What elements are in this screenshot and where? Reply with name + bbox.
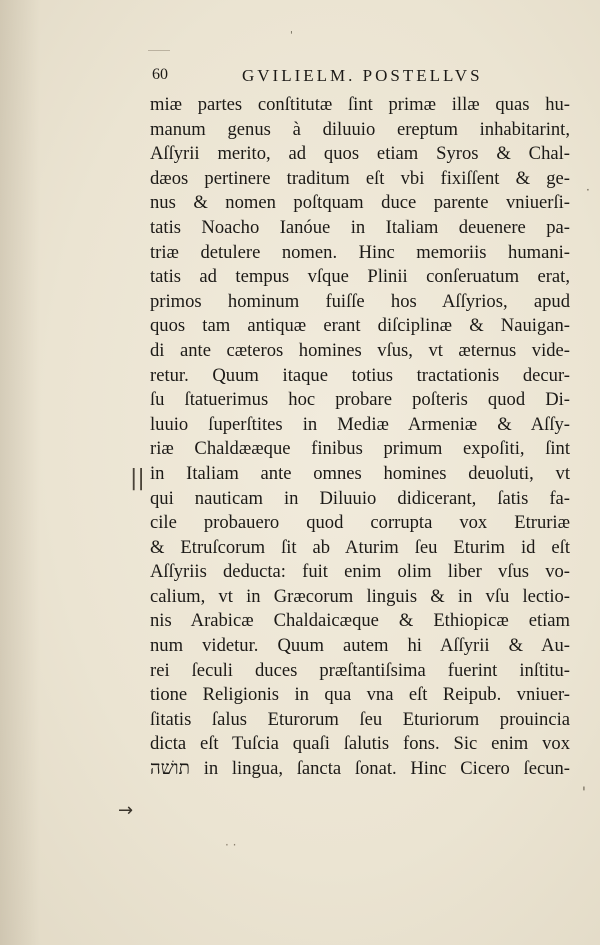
margin-bracket-mark: ||	[130, 466, 145, 491]
text-line: nis Arabicæ Chaldaicæque & Ethiopicæ etiam	[150, 610, 570, 632]
running-head	[150, 66, 580, 90]
running-title: GVILIELM. POSTELLVS	[242, 66, 483, 85]
text-line: cile probauero quod corrupta vox Etruriæ	[150, 512, 570, 534]
text-line: manum genus à diluuio ereptum inhabitarint,	[150, 118, 570, 140]
text-line: luuio ſuperſtites in Mediæ Armeniæ & Aſſy-	[150, 413, 570, 435]
text-line: in Italiam ante omnes homines deuoluti, vt	[150, 462, 570, 484]
text-line: num videtur. Quum autem hi Aſſyrii & Au-	[150, 635, 570, 657]
text-line: calium, vt in Græcorum linguis & in vſu lectio-	[150, 585, 570, 607]
text-line: qui nauticam in Diluuio didicerant, ſatis fa-	[150, 487, 570, 509]
right-margin-tick: '	[582, 785, 586, 801]
text-line: riæ Chaldææque finibus primum expoſiti, ſint	[150, 438, 570, 460]
text-line: & Etruſcorum ſit ab Aturim ſeu Eturim id eſt	[150, 536, 570, 558]
text-line: nus & nomen poſtquam duce parente vniuerſi-	[150, 192, 570, 214]
text-line: rei ſeculi duces præſtantiſsima fuerint inſtitu-	[150, 659, 570, 681]
text-line: quos tam antiquæ erant diſciplinæ & Nauigan-	[150, 315, 570, 337]
text-line: miæ partes conſtitutæ ſint primæ illæ quas hu-	[150, 94, 570, 115]
body-text	[150, 93, 580, 782]
text-line: Aſſyriis deducta: fuit enim olim liber vſus vo-	[150, 561, 570, 583]
top-margin-mark: '	[290, 30, 293, 41]
page-number: 60	[152, 66, 168, 83]
text-line: retur. Quum itaque totius tractationis decur-	[150, 364, 570, 386]
margin-arrow-mark: →	[118, 800, 134, 821]
faint-rule-mark	[148, 50, 170, 51]
text-line: tione Religionis in qua vna eſt Reipub. vniuer-	[150, 684, 570, 706]
text-line: תושׁה in lingua, ſancta ſonat. Hinc Cicero ſecun-	[150, 758, 570, 780]
text-line: ſitatis ſalus Eturorum ſeu Eturiorum prouincia	[150, 708, 570, 730]
text-line: tatis ad tempus vſque Plinii conſeruatum erat,	[150, 266, 570, 288]
text-line: ſu ſtatuerimus hoc probare poſteris quod Di-	[150, 389, 570, 411]
text-line: dicta eſt Tuſcia quaſi ſalutis fons. Sic enim vox	[150, 733, 570, 755]
text-line: triæ detulere nomen. Hinc memoriis humani-	[150, 241, 570, 263]
right-margin-dot: ·	[586, 183, 590, 197]
text-line: tatis Noacho Ianóue in Italiam deuenere pa-	[150, 216, 570, 238]
page-spine-shadow	[0, 0, 40, 945]
text-line: primos hominum fuiſſe hos Aſſyrios, apud	[150, 290, 570, 312]
text-line: di ante cæteros homines vſus, vt æternus vide-	[150, 339, 570, 361]
bottom-faint-marks: · ·	[225, 838, 237, 852]
text-line: dæos pertinere traditum eſt vbi fixiſſent & ge-	[150, 167, 570, 189]
text-line: Aſſyrii merito, ad quos etiam Syros & Chal-	[150, 143, 570, 165]
